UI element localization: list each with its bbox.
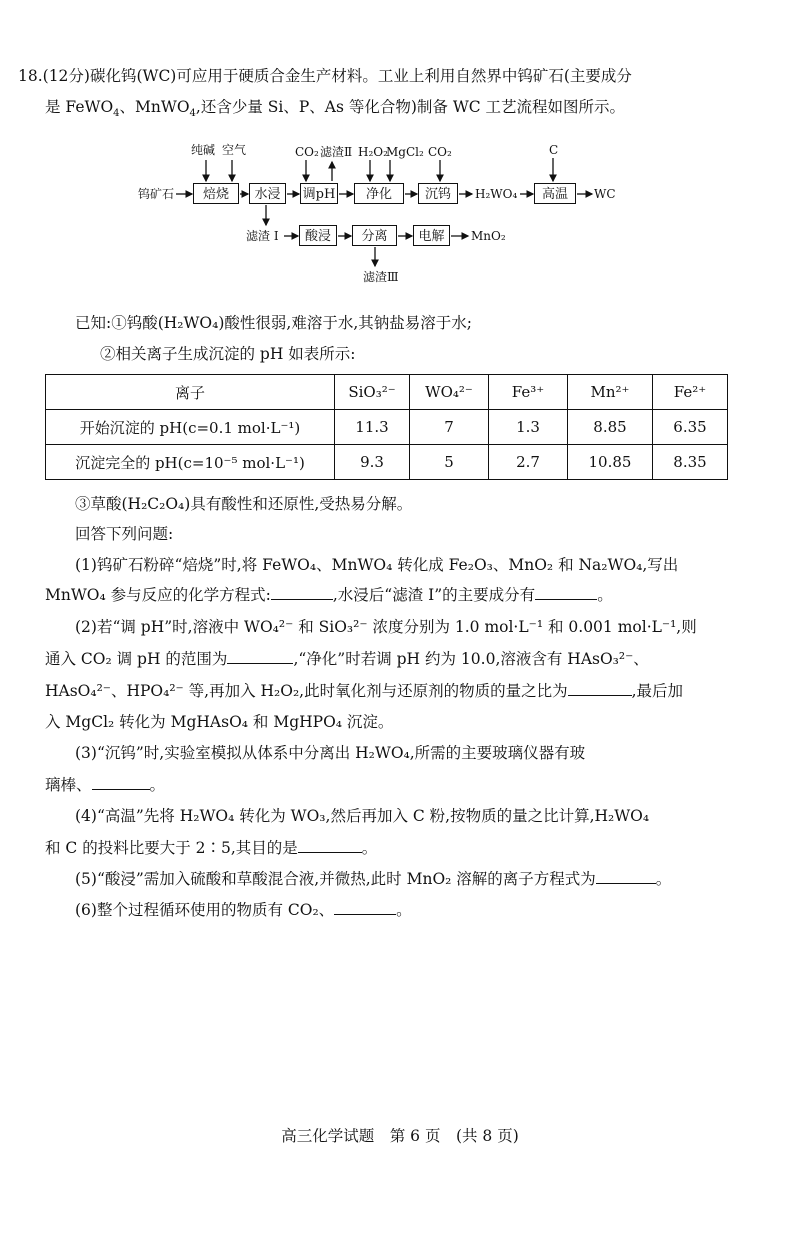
question-line-2: 是 FeWO$_4$、MnWO$_4$,还含少量 Si、P、As 等化合物)制备 WC 工艺流程如图所示。 [45,98,626,120]
page-footer: 高三化学试题 第 6 页 (共 8 页) [281,1127,519,1145]
table-row [46,445,728,480]
answer-blank[interactable] [271,585,333,600]
table-header-cell: Mn²⁺ [568,375,653,410]
flow-box-adjust-ph: 调pH [300,183,338,204]
flow-input-ore: 钨矿石 [138,187,175,201]
flow-box-acid-leach: 酸浸 [299,225,337,246]
table-cell: 10.85 [568,445,653,480]
q4-text-a: 和 C 的投料比要大于 2∶5,其目的是 [45,839,298,857]
table-header-cell: SiO₃²⁻ [335,375,410,410]
table-header-row [46,375,728,410]
label-air: 空气 [222,143,247,157]
q2-text-d: ,最后加 [631,682,684,700]
flow-box-separation: 分离 [352,225,397,246]
q1-line-2 [45,585,613,605]
q6-text-b: 。 [396,901,412,919]
answer-blank[interactable] [535,585,597,600]
known-3: ③草酸(H₂C₂O₄)具有酸性和还原性,受热易分解。 [75,495,413,513]
q1-text-c: 。 [597,586,613,604]
question-line-1: 18.(12分)碳化钨(WC)可应用于硬质合金生产材料。工业上利用自然界中钨矿石(主要成分 [18,67,632,85]
table-cell: 5 [410,445,489,480]
q5-text-a: (5)“酸浸”需加入硫酸和草酸混合液,并微热,此时 MnO₂ 溶解的离子方程式为 [75,870,596,888]
answer-blank[interactable] [334,900,396,915]
table-header-cell: WO₄²⁻ [410,375,489,410]
table-cell: 9.3 [335,445,410,480]
q3-text-a: 璃棒、 [45,776,92,794]
q4-line-1: (4)“高温”先将 H₂WO₄ 转化为 WO₃,然后再加入 C 粉,按物质的量之比计算,H₂WO₄ [75,807,650,825]
flow-box-roasting: 焙烧 [193,183,239,204]
table-cell: 1.3 [489,410,568,445]
question-line-2c: ,还含少量 Si、P、As 等化合物)制备 WC 工艺流程如图所示。 [195,98,626,116]
label-co2-1: CO₂ [295,145,319,159]
label-slag3: 滤渣Ⅲ [363,270,399,284]
q1-line-1: (1)钨矿石粉碎“焙烧”时,将 FeWO₄、MnWO₄ 转化成 Fe₂O₃、MnO₂ 和 Na₂WO₄,写出 [75,556,679,574]
flow-box-precipitate-w: 沉钨 [418,183,458,204]
q5-line-1 [75,869,671,889]
table-cell: 8.35 [653,445,728,480]
answer-blank[interactable] [298,838,362,853]
label-soda: 纯碱 [191,143,216,157]
answer-blank[interactable] [92,775,150,790]
q2-line-1: (2)若“调 pH”时,溶液中 WO₄²⁻ 和 SiO₃²⁻ 浓度分别为 1.0 mol·L⁻¹ 和 0.001 mol·L⁻¹,则 [75,618,697,636]
q2-line-2 [45,649,649,669]
q2-text-b: ,“净化”时若调 pH 约为 10.0,溶液含有 HAsO₃²⁻、 [293,650,649,668]
label-slag1: 滤渣 Ⅰ [246,229,279,243]
label-mgcl2: MgCl₂ [386,145,424,159]
label-h2wo4: H₂WO₄ [475,187,518,201]
q3-line-2 [45,775,165,795]
table-cell: 沉淀完全的 pH(c=10⁻⁵ mol·L⁻¹) [46,445,335,480]
label-wc: WC [594,187,616,201]
table-header-cell: Fe²⁺ [653,375,728,410]
q1-text-a: MnWO₄ 参与反应的化学方程式: [45,586,271,604]
table-cell: 7 [410,410,489,445]
table-header-cell: Fe³⁺ [489,375,568,410]
question-line-2b: 、MnWO [119,98,190,116]
flow-box-purify: 净化 [354,183,404,204]
table-cell: 开始沉淀的 pH(c=0.1 mol·L⁻¹) [46,410,335,445]
answer-intro: 回答下列问题: [75,525,174,543]
ph-table [45,374,728,480]
q4-line-2 [45,838,377,858]
answer-blank[interactable] [227,649,293,664]
q2-line-4: 入 MgCl₂ 转化为 MgHAsO₄ 和 MgHPO₄ 沉淀。 [45,713,394,731]
q3-line-1: (3)“沉钨”时,实验室模拟从体系中分离出 H₂WO₄,所需的主要玻璃仪器有玻 [75,744,586,762]
q2-text-c: HAsO₄²⁻、HPO₄²⁻ 等,再加入 H₂O₂,此时氧化剂与还原剂的物质的量之比为 [45,682,568,700]
table-row [46,410,728,445]
q1-text-b: ,水浸后“滤渣 Ⅰ”的主要成分有 [332,586,536,604]
q6-line-1 [75,900,412,920]
table-header-cell: 离子 [46,375,335,410]
q2-line-3 [45,681,683,701]
table-cell: 2.7 [489,445,568,480]
table-cell: 8.85 [568,410,653,445]
known-2: ②相关离子生成沉淀的 pH 如表所示: [100,345,356,363]
label-h2o2: H₂O₂ [358,145,388,159]
flow-box-high-temp: 高温 [534,183,576,204]
label-slag2: 滤渣Ⅱ [320,145,353,159]
label-mno2: MnO₂ [471,229,506,243]
flow-box-electrolysis: 电解 [413,225,450,246]
q3-text-b: 。 [149,776,166,794]
label-carbon: C [549,143,559,157]
table-cell: 6.35 [653,410,728,445]
answer-blank[interactable] [568,681,632,696]
known-1: 已知:①钨酸(H₂WO₄)酸性很弱,难溶于水,其钠盐易溶于水; [75,314,472,332]
label-co2-2: CO₂ [428,145,452,159]
q4-text-b: 。 [361,839,378,857]
answer-blank[interactable] [596,869,656,884]
q6-text-a: (6)整个过程循环使用的物质有 CO₂、 [75,901,335,919]
table-cell: 11.3 [335,410,410,445]
q5-text-b: 。 [655,870,672,888]
q2-text-a: 通入 CO₂ 调 pH 的范围为 [45,650,228,668]
flow-box-water-leach: 水浸 [249,183,286,204]
question-line-2a: 是 FeWO [45,98,114,116]
